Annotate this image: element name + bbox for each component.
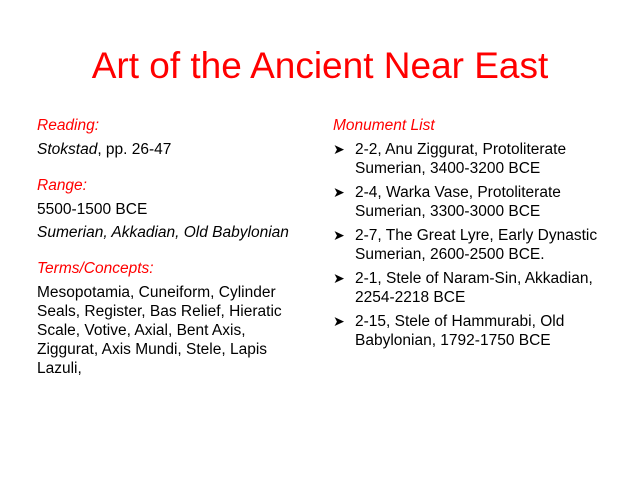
- list-item: [333, 269, 623, 307]
- monument-list-heading: Monument List: [333, 117, 435, 134]
- monument-text: 2-1, Stele of Naram-Sin, Akkadian, 2254-2218 BCE: [355, 270, 593, 306]
- list-item: [333, 183, 623, 221]
- monument-text: 2-15, Stele of Hammurabi, Old Babylonian, 1792-1750 BCE: [355, 313, 565, 349]
- arrow-bullet-icon: ➤: [333, 227, 345, 243]
- list-item: [333, 140, 623, 178]
- terms-heading: Terms/Concepts:: [37, 260, 154, 277]
- right-column: [333, 116, 623, 355]
- reading-text: [37, 140, 307, 159]
- spacer: [37, 242, 307, 259]
- spacer: [37, 159, 307, 176]
- reading-pages: , pp. 26-47: [97, 141, 172, 158]
- arrow-bullet-icon: ➤: [333, 141, 345, 157]
- arrow-bullet-icon: ➤: [333, 313, 345, 329]
- range-heading: Range:: [37, 177, 87, 194]
- list-item: [333, 226, 623, 264]
- range-dates: 5500-1500 BCE: [37, 201, 148, 218]
- monument-text: 2-2, Anu Ziggurat, Protoliterate Sumerian, 3400-3200 BCE: [355, 141, 567, 177]
- monument-text: 2-4, Warka Vase, Protoliterate Sumerian, 3300-3000 BCE: [355, 184, 561, 220]
- reading-heading: Reading:: [37, 117, 100, 134]
- terms-text: Mesopotamia, Cuneiform, Cylinder Seals, Register, Bas Relief, Hieratic Scale, Votive, Axial, Bent Axis, Ziggurat, Axis Mundi, Stele, Lapis Lazuli,: [37, 284, 282, 377]
- range-periods: Sumerian, Akkadian, Old Babylonian: [37, 224, 289, 241]
- monument-list: [333, 140, 623, 350]
- left-column: [37, 116, 307, 378]
- slide-title: Art of the Ancient Near East: [91, 45, 549, 86]
- monument-text: 2-7, The Great Lyre, Early Dynastic Sumerian, 2600-2500 BCE.: [355, 227, 598, 263]
- list-item: [333, 312, 623, 350]
- arrow-bullet-icon: ➤: [333, 184, 345, 200]
- arrow-bullet-icon: ➤: [333, 270, 345, 286]
- reading-author: Stokstad: [37, 141, 98, 158]
